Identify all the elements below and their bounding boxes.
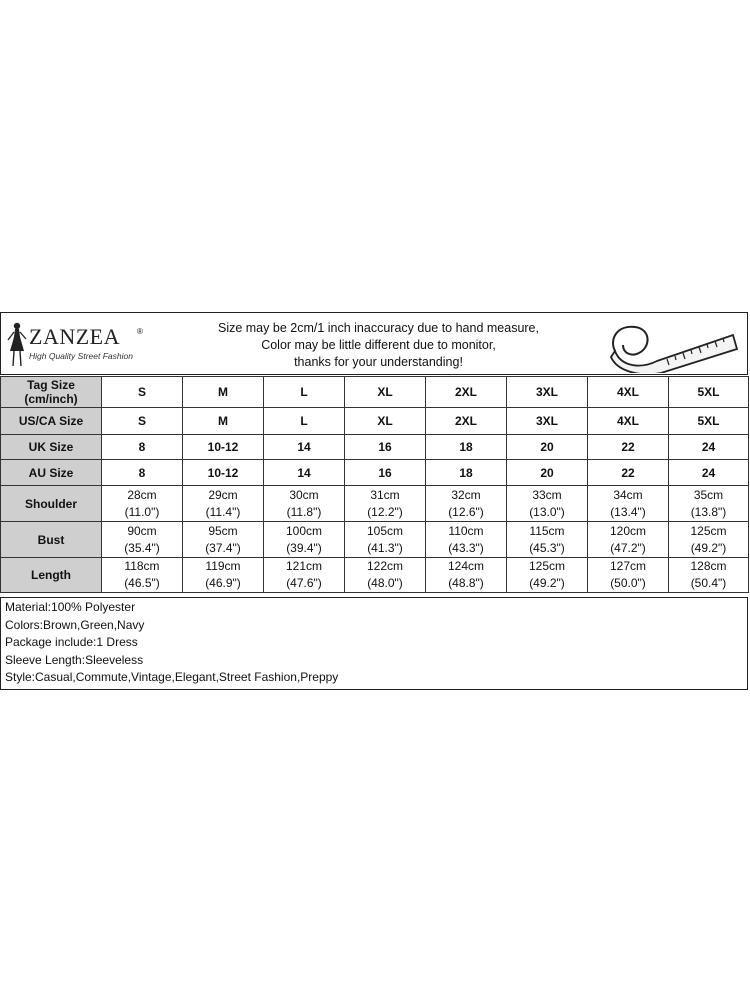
measuring-tape-icon — [601, 317, 739, 373]
cm-value: 90cm — [127, 523, 157, 538]
inch-value: (11.0") — [124, 504, 160, 519]
cm-value: 121cm — [285, 559, 323, 573]
notice-line: Color may be little different due to monitor, — [261, 338, 496, 352]
size-cell: 24 — [669, 435, 749, 460]
inch-value: (50.4") — [690, 576, 727, 590]
inch-value: (13.0") — [529, 504, 565, 519]
cm-value: 35cm — [693, 487, 724, 502]
size-cell: 4XL — [588, 408, 669, 435]
measure-cell — [426, 486, 507, 522]
measure-cell — [588, 522, 669, 558]
cm-value: 105cm — [366, 523, 404, 538]
inch-value: (39.4") — [286, 540, 322, 555]
size-cell: 20 — [507, 435, 588, 460]
table-row — [1, 460, 749, 486]
size-cell: L — [264, 377, 345, 408]
product-details — [0, 597, 748, 690]
cm-value: 125cm — [690, 523, 727, 538]
size-cell: 5XL — [669, 408, 749, 435]
size-cell: 24 — [669, 460, 749, 486]
table-row — [1, 558, 749, 593]
measurement-notice — [171, 320, 586, 371]
table-row — [1, 522, 749, 558]
detail-sleeve: Sleeve Length:Sleeveless — [5, 652, 144, 667]
measure-cell — [507, 486, 588, 522]
size-cell: 22 — [588, 460, 669, 486]
measure-cell — [426, 558, 507, 593]
size-cell: 16 — [345, 460, 426, 486]
inch-value: (46.5") — [124, 576, 160, 590]
cm-value: 28cm — [127, 487, 157, 502]
cm-value: 33cm — [532, 487, 562, 502]
size-cell: 5XL — [669, 377, 749, 408]
row-label: AU Size — [1, 460, 102, 486]
cm-value: 29cm — [208, 487, 238, 502]
inch-value: (45.3") — [529, 540, 565, 555]
size-cell: XL — [345, 408, 426, 435]
size-cell: 18 — [426, 435, 507, 460]
brand-tagline: High Quality Street Fashion — [29, 351, 133, 361]
measure-cell — [588, 486, 669, 522]
row-label: UK Size — [1, 435, 102, 460]
brand-name: ZANZEA — [29, 324, 120, 349]
size-cell: M — [183, 377, 264, 408]
inch-value: (13.8") — [690, 504, 727, 519]
detail-style: Style:Casual,Commute,Vintage,Elegant,Street Fashion,Preppy — [5, 670, 339, 685]
measure-cell — [588, 558, 669, 593]
inch-value: (48.8") — [448, 576, 484, 590]
inch-value: (43.3") — [448, 540, 484, 555]
inch-value: (46.9") — [205, 576, 241, 590]
notice-line: thanks for your understanding! — [294, 355, 463, 369]
size-chart — [0, 312, 750, 690]
size-cell: 4XL — [588, 377, 669, 408]
cm-value: 110cm — [448, 523, 484, 538]
cm-value: 95cm — [208, 523, 238, 538]
cm-value: 115cm — [529, 523, 565, 538]
inch-value: (11.4") — [205, 504, 241, 519]
size-cell: L — [264, 408, 345, 435]
measure-cell — [669, 522, 749, 558]
brand-logo — [5, 319, 155, 371]
measure-cell — [669, 486, 749, 522]
measure-cell — [345, 522, 426, 558]
table-row — [1, 435, 749, 460]
inch-value: (50.0") — [610, 576, 646, 590]
cm-value: 128cm — [690, 559, 727, 573]
size-cell: 10-12 — [183, 460, 264, 486]
measure-cell — [507, 522, 588, 558]
measure-cell — [669, 558, 749, 593]
measure-cell — [345, 558, 426, 593]
measure-cell — [264, 522, 345, 558]
cm-value: 124cm — [447, 559, 485, 573]
notice-line: Size may be 2cm/1 inch inaccuracy due to hand measure, — [217, 321, 539, 335]
size-cell: 8 — [102, 435, 183, 460]
size-cell: 10-12 — [183, 435, 264, 460]
measure-cell — [507, 558, 588, 593]
row-label: Bust — [1, 522, 102, 558]
size-cell: 16 — [345, 435, 426, 460]
detail-material: Material:100% Polyester — [5, 600, 136, 614]
measure-cell — [264, 558, 345, 593]
registered-mark: ® — [137, 327, 143, 336]
detail-package: Package include:1 Dress — [5, 635, 138, 650]
size-cell: 22 — [588, 435, 669, 460]
size-table — [0, 376, 749, 593]
row-label: Length — [1, 558, 102, 593]
size-cell: XL — [345, 377, 426, 408]
inch-value: (47.6") — [286, 576, 322, 590]
dress-silhouette-icon — [5, 321, 29, 369]
inch-value: (11.8") — [286, 504, 322, 519]
row-label: Shoulder — [1, 486, 102, 522]
detail-colors: Colors:Brown,Green,Navy — [5, 617, 145, 632]
table-row — [1, 408, 749, 435]
measure-cell — [426, 522, 507, 558]
inch-value: (41.3") — [367, 540, 403, 555]
cm-value: 125cm — [528, 559, 566, 573]
inch-value: (12.2") — [367, 504, 403, 519]
inch-value: (37.4") — [205, 540, 241, 555]
measure-cell — [183, 558, 264, 593]
cm-value: 122cm — [366, 559, 404, 573]
size-cell: S — [102, 377, 183, 408]
cm-value: 30cm — [289, 487, 319, 502]
cm-value: 120cm — [609, 523, 647, 538]
size-cell: S — [102, 408, 183, 435]
table-row — [1, 486, 749, 522]
measure-cell — [102, 522, 183, 558]
cm-value: 119cm — [205, 559, 241, 573]
measure-cell — [345, 486, 426, 522]
size-cell: 18 — [426, 460, 507, 486]
inch-value: (35.4") — [124, 540, 160, 555]
row-label: US/CA Size — [1, 408, 102, 435]
measure-cell — [102, 486, 183, 522]
inch-value: (48.0") — [367, 576, 403, 590]
table-row — [1, 377, 749, 408]
size-cell: 3XL — [507, 408, 588, 435]
inch-value: (12.6") — [448, 504, 484, 519]
cm-value: 31cm — [370, 487, 400, 502]
inch-value: (49.2") — [690, 540, 727, 555]
size-cell: 14 — [264, 460, 345, 486]
inch-value: (13.4") — [610, 504, 646, 519]
size-cell: M — [183, 408, 264, 435]
cm-value: 127cm — [609, 559, 647, 573]
cm-value: 118cm — [124, 559, 160, 573]
inch-value: (49.2") — [529, 576, 565, 590]
cm-value: 32cm — [451, 487, 481, 502]
measure-cell — [102, 558, 183, 593]
size-cell: 2XL — [426, 408, 507, 435]
measure-cell — [183, 522, 264, 558]
measure-cell — [264, 486, 345, 522]
size-cell: 8 — [102, 460, 183, 486]
inch-value: (47.2") — [610, 540, 646, 555]
size-cell: 14 — [264, 435, 345, 460]
size-cell: 2XL — [426, 377, 507, 408]
chart-header — [0, 312, 748, 375]
measure-cell — [183, 486, 264, 522]
size-cell: 3XL — [507, 377, 588, 408]
cm-value: 34cm — [613, 487, 643, 502]
cm-value: 100cm — [285, 523, 323, 538]
size-cell: 20 — [507, 460, 588, 486]
row-label: Tag Size (cm/inch) — [1, 377, 102, 408]
